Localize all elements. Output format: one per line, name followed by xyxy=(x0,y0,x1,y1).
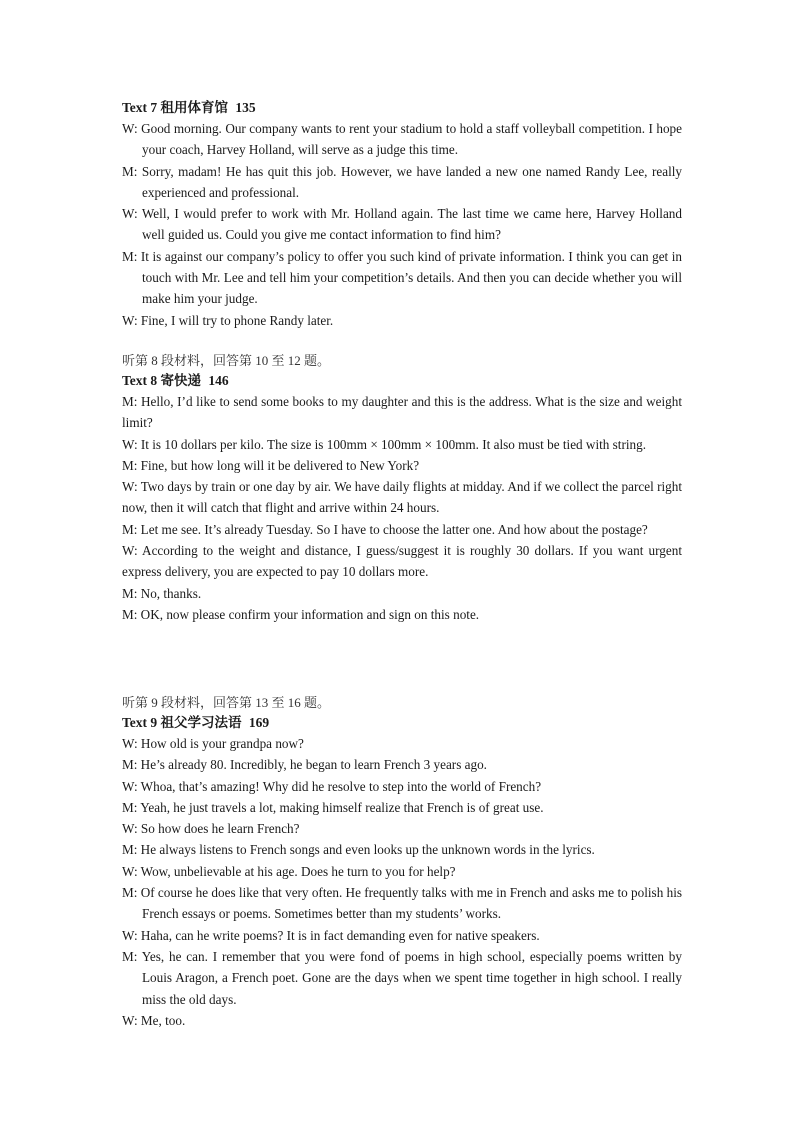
heading-title: 祖父学习法语 xyxy=(160,715,242,730)
dialogue-line: W: Me, too. xyxy=(122,1012,186,1028)
dialogue-line: W: Whoa, that’s amazing! Why did he resolve to step into the world of French? xyxy=(122,778,542,794)
dialogue-line: M: Hello, I’d like to send some books to my daughter and this is the address. What is the size and weight limit? xyxy=(122,394,682,431)
heading-label: Text 8 xyxy=(122,373,158,388)
dialogue-line: M: Sorry, madam! He has quit this job. However, we have landed a new one named Randy Lee, really experienced and professional. xyxy=(122,163,682,200)
dialogue-line: W: Wow, unbelievable at his age. Does he turn to you for help? xyxy=(122,863,456,879)
section-instruction: 听第 8 段材料，回答第 10 至 12 题。 xyxy=(122,353,331,368)
section-heading xyxy=(122,98,682,118)
dialogue-line: W: It is 10 dollars per kilo. The size is 100mm × 100mm × 100mm. It also must be tied with string. xyxy=(122,436,647,452)
dialogue-line: W: According to the weight and distance, I guess/suggest it is roughly 30 dollars. If you want urgent express delivery, you are expected to pay 10 dollars more. xyxy=(122,543,682,580)
heading-number: 146 xyxy=(208,373,229,388)
dialogue-line: M: It is against our company’s policy to offer you such kind of private information. I think you can get in touch with Mr. Lee and tell him your competition’s details. And then you can decide whether you will make him your judge. xyxy=(122,248,682,307)
section-text-7 xyxy=(122,98,682,331)
dialogue-line: W: Fine, I will try to phone Randy later. xyxy=(122,312,334,328)
dialogue-line: M: He always listens to French songs and even looks up the unknown words in the lyrics. xyxy=(122,842,595,858)
heading-label: Text 7 xyxy=(122,100,158,115)
heading-number: 169 xyxy=(248,715,270,730)
section-text-8 xyxy=(122,351,682,625)
dialogue-line: M: Yeah, he just travels a lot, making himself realize that French is of great use. xyxy=(122,799,544,815)
dialogue-line: W: How old is your grandpa now? xyxy=(122,736,304,751)
dialogue-line: M: Let me see. It’s already Tuesday. So I have to choose the latter one. And how about the postage? xyxy=(122,521,648,537)
section-instruction: 听第 9 段材料，回答第 13 至 16 题。 xyxy=(122,695,331,710)
section-text-9 xyxy=(122,693,682,1031)
dialogue-line: M: No, thanks. xyxy=(122,585,202,601)
dialogue-line: W: Two days by train or one day by air. We have daily flights at midday. And if we collect the parcel right now, then it will catch that flight and arrive within 24 hours. xyxy=(122,479,682,516)
heading-number: 135 xyxy=(235,100,256,115)
dialogue-line: W: So how does he learn French? xyxy=(122,821,300,837)
dialogue-line: W: Haha, can he write poems? It is in fact demanding even for native speakers. xyxy=(122,927,540,943)
dialogue-line: M: Fine, but how long will it be delivered to New York? xyxy=(122,457,420,473)
heading-title: 寄快递 xyxy=(160,373,202,388)
dialogue-line: M: Of course he does like that very often. He frequently talks with me in French and asks me to polish his French essays or poems. Sometimes better than my students’ works. xyxy=(122,885,682,922)
heading-label: Text 9 xyxy=(122,715,158,730)
dialogue-line: W: Well, I would prefer to work with Mr. Holland again. The last time we came here, Harvey Holland well guided us. Could you give me contact information to find him? xyxy=(122,206,682,243)
heading-title: 租用体育馆 xyxy=(160,100,229,115)
dialogue-line: W: Good morning. Our company wants to rent your stadium to hold a staff volleyball competition. I hope your coach, Harvey Holland, will serve as a judge this time. xyxy=(122,121,682,158)
section-heading xyxy=(122,371,682,391)
dialogue-line: M: Yes, he can. I remember that you were fond of poems in high school, especially poems written by Louis Aragon, a French poet. Gone are the days when we spent time together in high school. I really miss the old days. xyxy=(122,948,682,1007)
dialogue-line: M: He’s already 80. Incredibly, he began to learn French 3 years ago. xyxy=(122,757,487,773)
dialogue-line: M: OK, now please confirm your information and sign on this note. xyxy=(122,606,480,622)
section-heading xyxy=(122,713,682,733)
